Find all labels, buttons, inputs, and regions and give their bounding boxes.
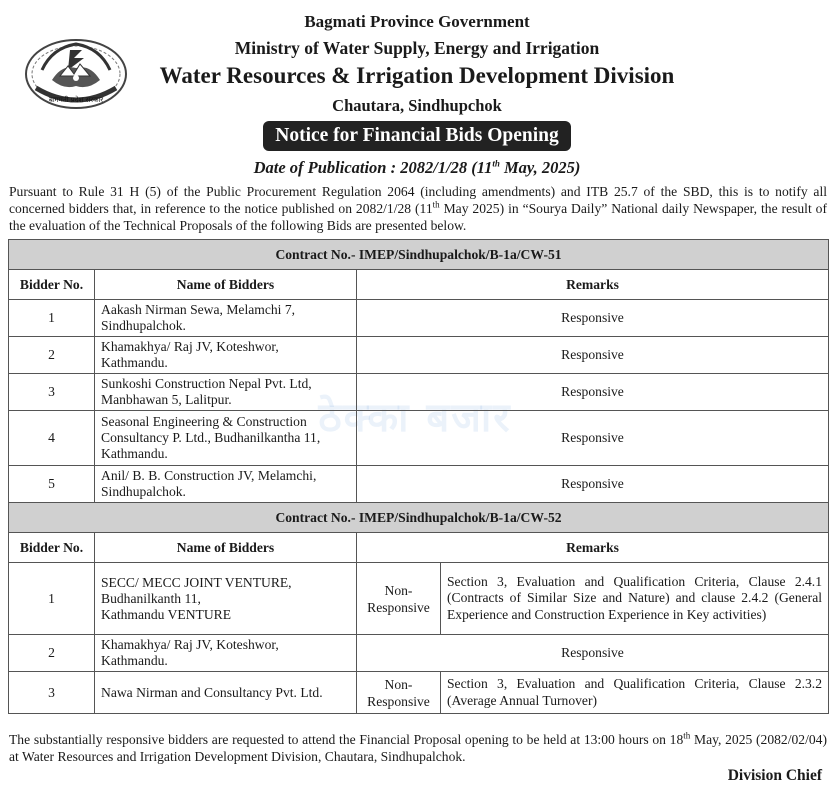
- col-name: Name of Bidders: [95, 270, 357, 300]
- bidder-no: 5: [9, 466, 95, 503]
- bidder-name: Khamakhya/ Raj JV, Koteshwor, Kathmandu.: [95, 337, 357, 374]
- province-title: Bagmati Province Government: [304, 12, 530, 31]
- col-remarks: Remarks: [357, 270, 829, 300]
- bidder-name: Nawa Nirman and Consultancy Pvt. Ltd.: [95, 672, 357, 714]
- bidder-name: Seasonal Engineering & Construction Consultancy P. Ltd., Budhanilkantha 11, Kathmandu.: [95, 411, 357, 466]
- col-remarks: Remarks: [357, 533, 829, 563]
- status: Non- Responsive: [357, 563, 441, 635]
- contract-title: Contract No.- IMEP/Sindhupalchok/B-1a/CW-51: [9, 240, 829, 270]
- bidder-name: Aakash Nirman Sewa, Melamchi 7, Sindhupalchok.: [95, 300, 357, 337]
- ministry-title: Ministry of Water Supply, Energy and Irrigation: [234, 38, 600, 58]
- col-name: Name of Bidders: [95, 533, 357, 563]
- table-row: [9, 466, 829, 503]
- column-header-row: [9, 270, 829, 300]
- contract-title: Contract No.- IMEP/Sindhupalchok/B-1a/CW-52: [9, 503, 829, 533]
- bidder-no: 3: [9, 672, 95, 714]
- contract-header-cw52: [9, 503, 829, 533]
- bidder-no: 1: [9, 300, 95, 337]
- publication-date: Date of Publication : 2082/1/28 (11th May, 2025): [253, 158, 581, 177]
- table-row: [9, 411, 829, 466]
- notice-title-banner: Notice for Financial Bids Opening: [263, 121, 571, 151]
- table-row: [9, 672, 829, 714]
- bidder-no: 1: [9, 563, 95, 635]
- table-row: [9, 300, 829, 337]
- bidder-name: SECC/ MECC JOINT VENTURE, Budhanilkanth 11, Kathmandu VENTURE: [95, 563, 357, 635]
- col-bidder-no: Bidder No.: [9, 270, 95, 300]
- remark: Responsive: [357, 300, 829, 337]
- table-row: [9, 563, 829, 635]
- bid-evaluation-table: [8, 239, 829, 714]
- table-row: [9, 374, 829, 411]
- bidder-name: Sunkoshi Construction Nepal Pvt. Ltd, Manbhawan 5, Lalitpur.: [95, 374, 357, 411]
- remark-detail: Section 3, Evaluation and Qualification Criteria, Clause 2.3.2 (Average Annual Turnover): [441, 672, 829, 714]
- remark: Responsive: [357, 374, 829, 411]
- remark: Responsive: [357, 411, 829, 466]
- remark: Responsive: [357, 466, 829, 503]
- bidder-name: Khamakhya/ Raj JV, Koteshwor, Kathmandu.: [95, 635, 357, 672]
- remark: Responsive: [357, 635, 829, 672]
- division-title: Water Resources & Irrigation Development Division: [159, 63, 675, 88]
- status: Non- Responsive: [357, 672, 441, 714]
- signature-title: Division Chief: [727, 767, 822, 784]
- table-row: [9, 635, 829, 672]
- intro-paragraph: Pursuant to Rule 31 H (5) of the Public Procurement Regulation 2064 (including amendments) and ITB 25.7 of the SBD, this is to notify all concerned bidders that, in reference to the notice published on 2082/1/28 (11th May 2025) in “Sourya Daily” National daily Newspaper, the result of the evaluation of the Technical Proposals of the following Bids are presented below.: [9, 184, 827, 233]
- bidder-no: 3: [9, 374, 95, 411]
- watermark: ठेक्का बजार: [318, 395, 512, 441]
- contract-header-cw51: [9, 240, 829, 270]
- closing-paragraph: The substantially responsive bidders are requested to attend the Financial Proposal opening to be held at 13:00 hours on 18th May, 2025 (2082/02/04) at Water Resources and Irrigation Development Division, Chautara, Sindhupalchok.: [9, 730, 827, 764]
- table-row: [9, 337, 829, 374]
- svg-text:बागमती प्रदेश सरकार: बागमती प्रदेश सरकार: [48, 96, 104, 104]
- column-header-row: [9, 533, 829, 563]
- location-title: Chautara, Sindhupchok: [332, 96, 502, 115]
- bidder-no: 2: [9, 635, 95, 672]
- bidder-no: 2: [9, 337, 95, 374]
- bidder-no: 4: [9, 411, 95, 466]
- remark-detail: Section 3, Evaluation and Qualification Criteria, Clause 2.4.1 (Contracts of Similar Size and Nature) and clause 2.4.2 (General Experience and Construction Experience in Key activities): [441, 563, 829, 635]
- col-bidder-no: Bidder No.: [9, 533, 95, 563]
- bidder-name: Anil/ B. B. Construction JV, Melamchi, Sindhupalchok.: [95, 466, 357, 503]
- remark: Responsive: [357, 337, 829, 374]
